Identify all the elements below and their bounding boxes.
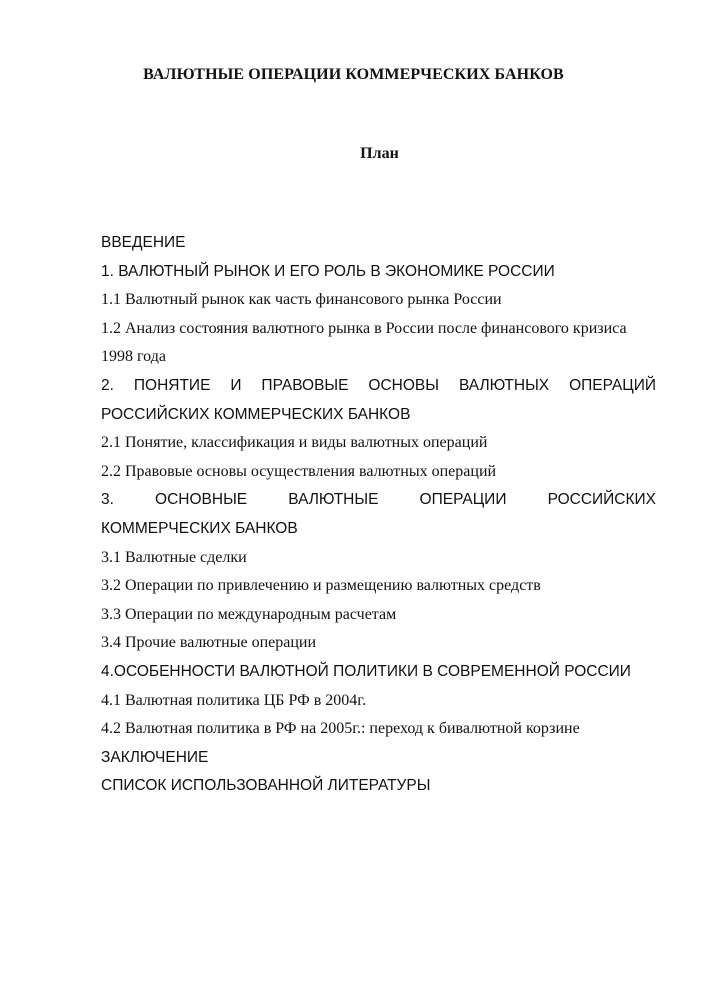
toc-line: 3.3 Операции по международным расчетам	[101, 605, 397, 623]
toc-line: 2.2 Правовые основы осуществления валютных операций	[101, 462, 497, 480]
toc-line: 2.1 Понятие, классификация и виды валютных операций	[101, 434, 488, 452]
toc-line: 4.1 Валютная политика ЦБ РФ в 2004г.	[101, 691, 367, 709]
toc-line: 3.1 Валютные сделки	[101, 548, 247, 566]
toc-line: 1998 года	[101, 348, 166, 366]
toc-line: СПИСОК ИСПОЛЬЗОВАННОЙ ЛИТЕРАТУРЫ	[101, 777, 431, 795]
toc-line: ЗАКЛЮЧЕНИЕ	[101, 748, 209, 766]
toc-line: 4.2 Валютная политика в РФ на 2005г.: переход к бивалютной корзине	[101, 720, 580, 738]
toc-line: 1.2 Анализ состояния валютного рынка в России после финансового кризиса	[101, 319, 627, 337]
toc-line: 3.4 Прочие валютные операции	[101, 634, 317, 652]
toc-line: 1.1 Валютный рынок как часть финансового рынка России	[101, 291, 502, 309]
toc-line: 2. ПОНЯТИЕ И ПРАВОВЫЕ ОСНОВЫ ВАЛЮТНЫХ ОПЕРАЦИЙ	[101, 376, 656, 394]
toc-line: ВВЕДЕНИЕ	[101, 234, 186, 251]
toc-line: КОММЕРЧЕСКИХ БАНКОВ	[101, 519, 298, 537]
toc-line: 4.ОСОБЕННОСТИ ВАЛЮТНОЙ ПОЛИТИКИ В СОВРЕМЕННОЙ РОССИИ	[101, 662, 631, 680]
toc-line: РОССИЙСКИХ КОММЕРЧЕСКИХ БАНКОВ	[101, 405, 411, 423]
toc-line: 3.2 Операции по привлечению и размещению валютных средств	[101, 577, 541, 595]
table-of-contents	[101, 229, 656, 801]
toc-line: 1. ВАЛЮТНЫЙ РЫНОК И ЕГО РОЛЬ В ЭКОНОМИКЕ РОССИИ	[101, 262, 555, 280]
plan-heading: План	[360, 145, 399, 162]
toc-line: 3. ОСНОВНЫЕ ВАЛЮТНЫЕ ОПЕРАЦИИ РОССИЙСКИХ	[101, 491, 656, 509]
document-title: ВАЛЮТНЫЕ ОПЕРАЦИИ КОММЕРЧЕСКИХ БАНКОВ	[143, 66, 564, 83]
